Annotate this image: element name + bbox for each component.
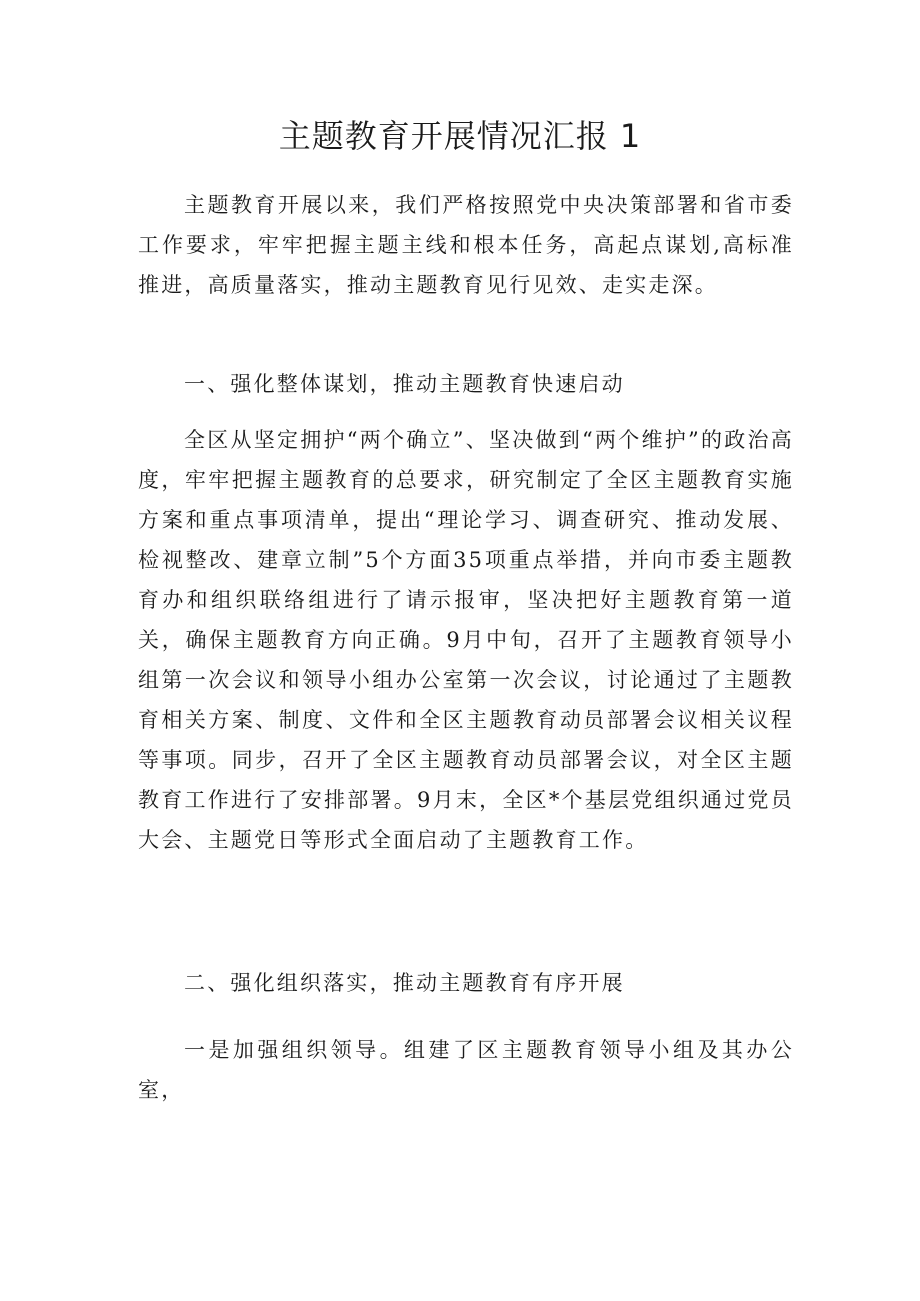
intro-paragraph: 主题教育开展以来，我们严格按照党中央决策部署和省市委工作要求，牢牢把握主题主线和根本任务，高起点谋划,高标准推进，高质量落实，推动主题教育见行见效、走实走深。 (138, 193, 794, 297)
document-title: 主题教育开展情况汇报 1 (278, 117, 642, 155)
section-1-paragraph: 全区从坚定拥护“两个确立”、坚决做到“两个维护”的政治高度，牢牢把握主题教育的总要求，研究制定了全区主题教育实施方案和重点事项清单，提出“理论学习、调查研究、推动发展、检视整改、建章立制”5个方面35项重点举措，并向市委主题教育办和组织联络组进行了请示报审，坚决把好主题教育第一道关，确保主题教育方向正确。9月中旬，召开了主题教育领导小组第一次会议和领导小组办公室第一次会议，讨论通过了主题教育相关方案、制度、文件和全区主题教育动员部署会议相关议程等事项。同步，召开了全区主题教育动员部署会议，对全区主题教育工作进行了安排部署。9月末，全区*个基层党组织通过党员大会、主题党日等形式全面启动了主题教育工作。 (138, 428, 794, 852)
section-2-paragraph: 一是加强组织领导。组建了区主题教育领导小组及其办公室， (138, 1038, 794, 1102)
section-2-heading: 二、强化组织落实，推动主题教育有序开展 (184, 971, 625, 995)
section-1-heading: 一、强化整体谋划，推动主题教育快速启动 (184, 372, 625, 396)
